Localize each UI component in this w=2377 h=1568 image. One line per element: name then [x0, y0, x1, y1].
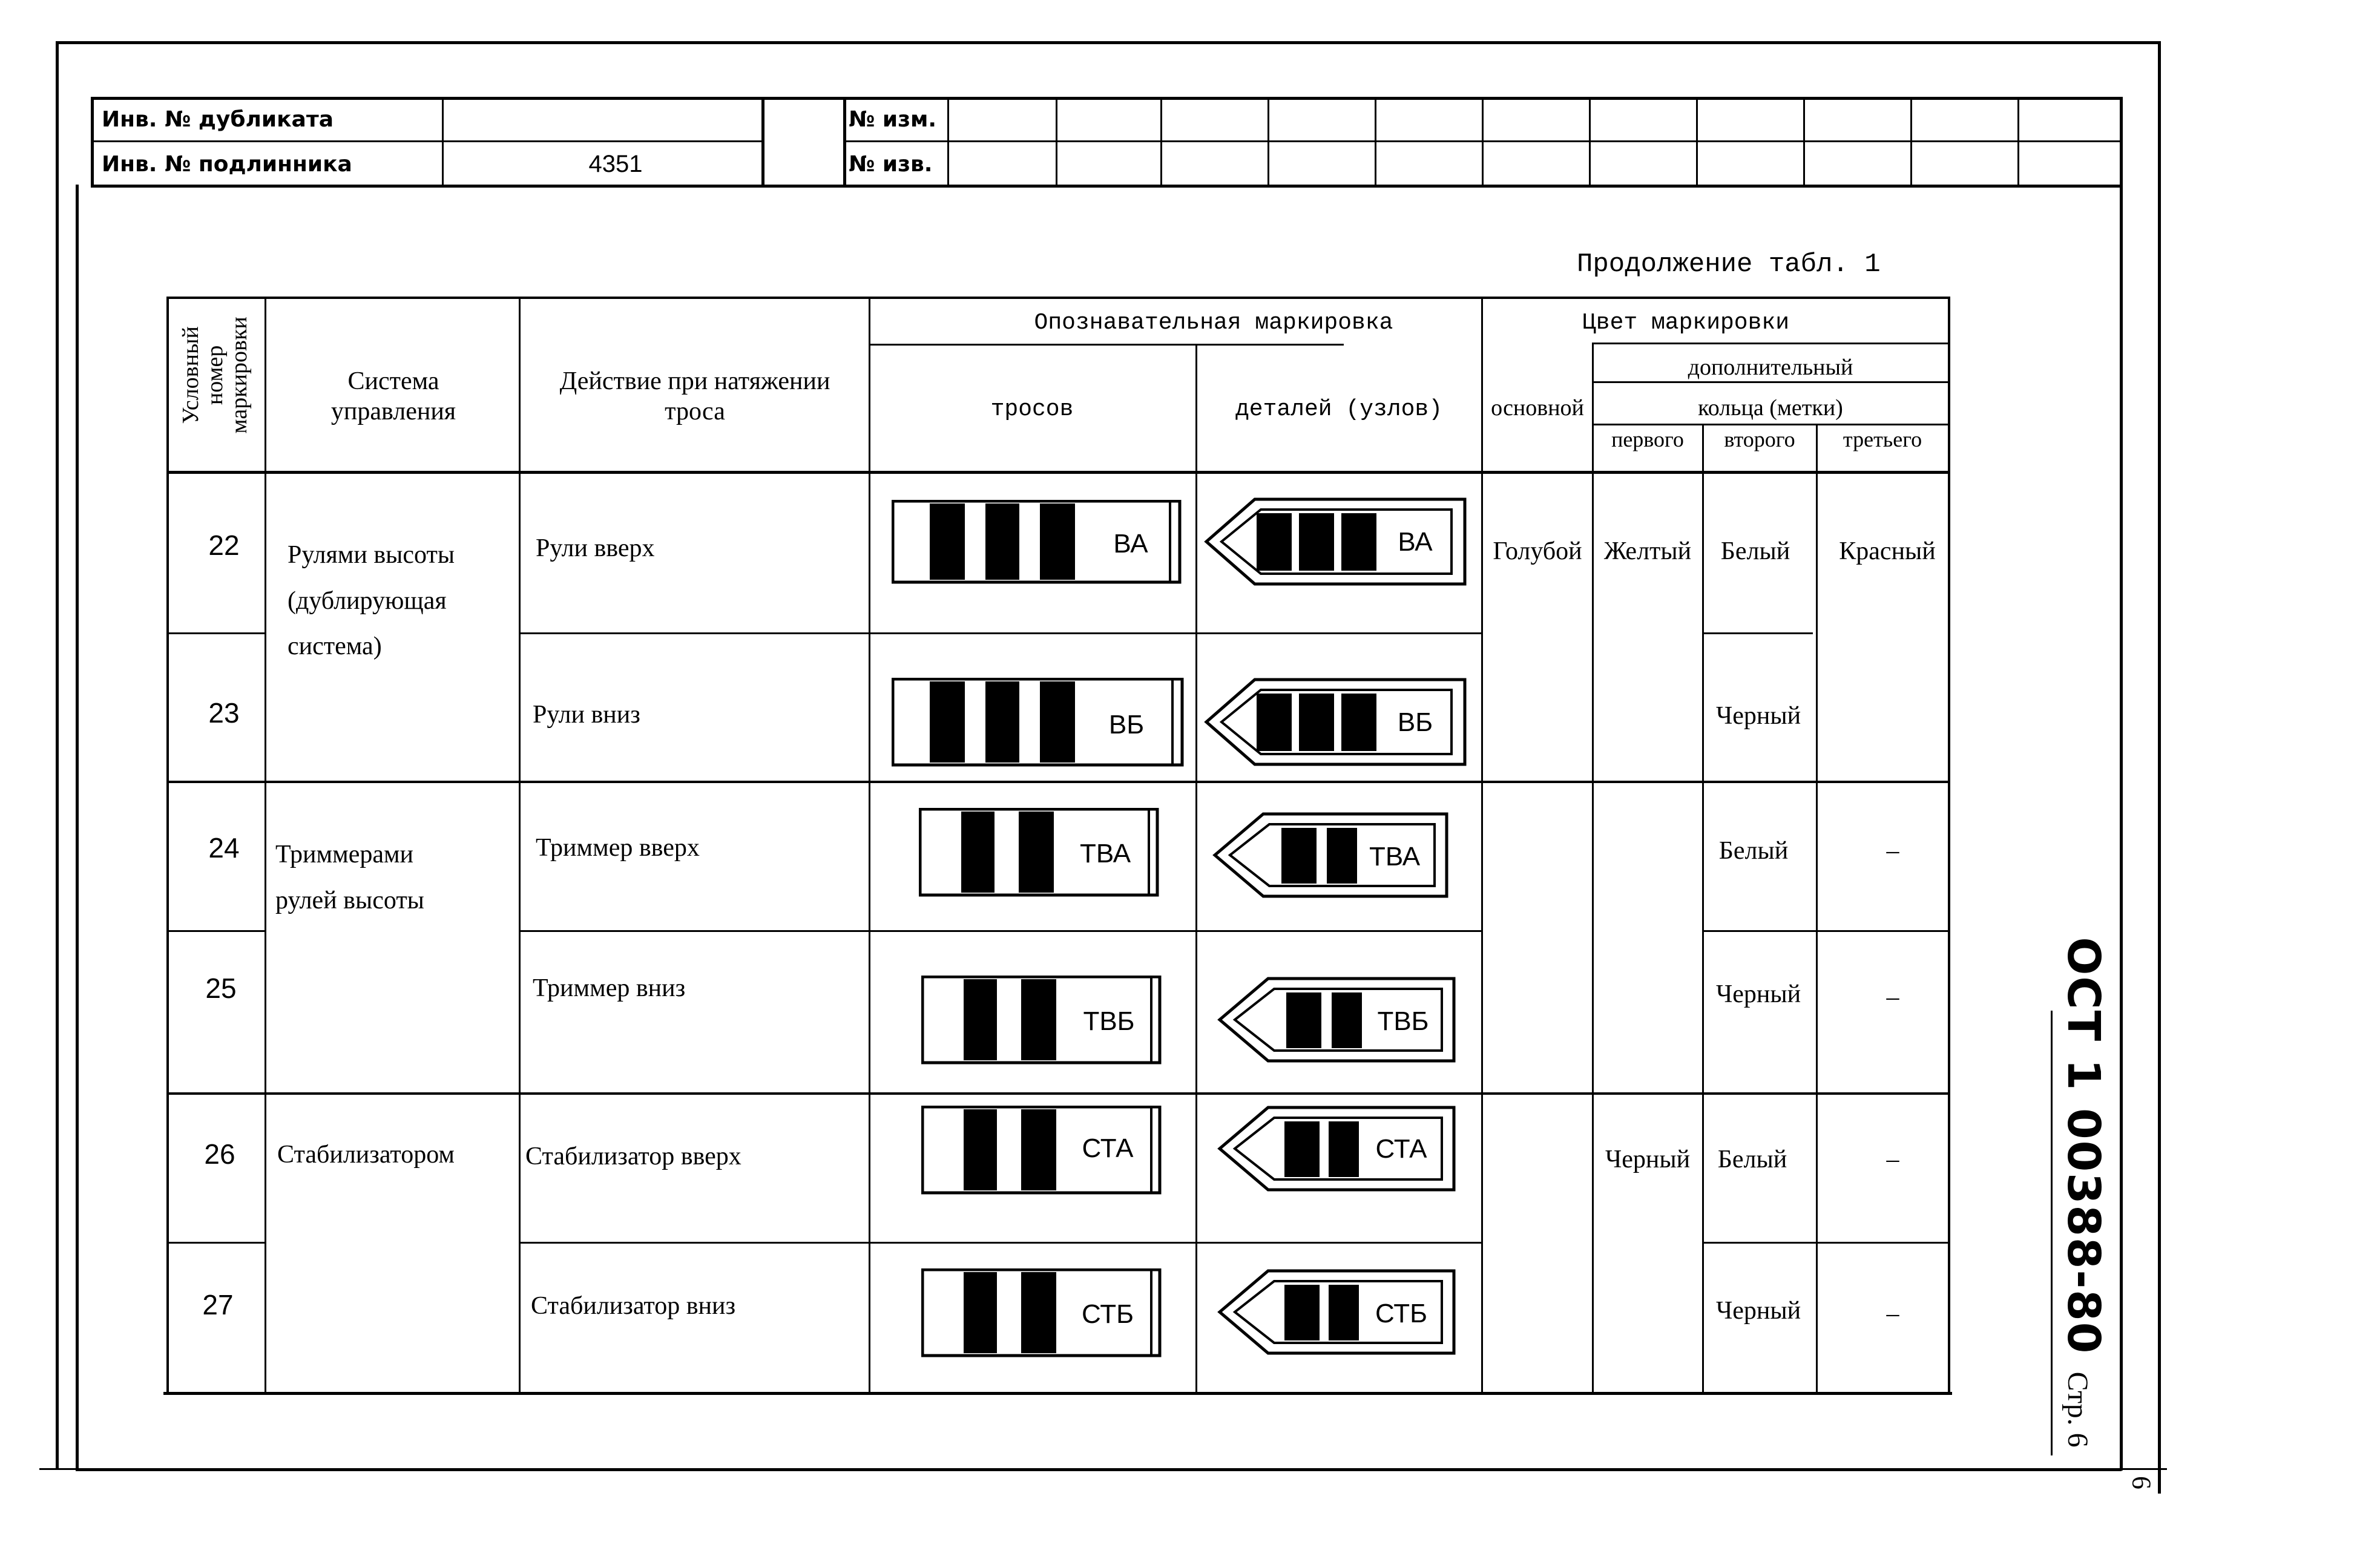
part-marking-ТВА	[1212, 811, 1451, 899]
cable-marking-СТА	[921, 1106, 1163, 1195]
row-second-color: Белый	[1720, 537, 1790, 565]
original-inv-label: Инв. № подлинника	[102, 152, 352, 177]
row-third-color: –	[1886, 1146, 1899, 1173]
header-additional: дополнительный	[1688, 355, 1853, 380]
row-second-color: Черный	[1715, 1297, 1801, 1325]
header-action: Действие при натяжении троса	[559, 367, 830, 426]
header-third: третьего	[1843, 427, 1922, 451]
row-number: 27	[202, 1289, 234, 1320]
cable-code-label: СТА	[1082, 1133, 1134, 1163]
cable-code-label: ТВА	[1079, 839, 1131, 868]
header-id-marking: Опознавательная маркировка	[1034, 310, 1393, 336]
row-action: Рули вниз	[533, 701, 640, 729]
row-second-color: Черный	[1715, 980, 1801, 1008]
row-main-color: Голубой	[1493, 537, 1582, 565]
header-main: основной	[1491, 395, 1584, 421]
part-marking-СТА	[1217, 1104, 1459, 1193]
row-action: Рули вверх	[536, 534, 655, 562]
row-number: 25	[205, 973, 237, 1004]
cable-marking-СТБ	[921, 1268, 1163, 1358]
part-marking-ВБ	[1203, 677, 1470, 767]
row-second-color: Белый	[1717, 1146, 1787, 1173]
row-system: Рулями высоты (дублирующая система)	[288, 541, 455, 661]
row-third-color: –	[1886, 837, 1899, 865]
cable-marking-ВБ	[892, 678, 1185, 767]
cable-code-label: ВБ	[1108, 710, 1145, 740]
row-action: Триммер вверх	[536, 834, 700, 862]
row-number: 23	[208, 697, 240, 729]
row-first-color: Черный	[1605, 1146, 1691, 1173]
row-action: Триммер вниз	[533, 974, 686, 1002]
part-code-label: ВБ	[1397, 707, 1433, 737]
row-second-color: Белый	[1718, 837, 1789, 865]
row-action: Стабилизатор вниз	[531, 1292, 736, 1320]
header-color-marking: Цвет маркировки	[1582, 310, 1790, 336]
row-system: Триммерами рулей высоты	[275, 841, 424, 914]
row-number: 22	[208, 530, 240, 561]
row-third-color: –	[1886, 983, 1899, 1011]
header-number: Условный номер маркировки	[178, 317, 252, 434]
row-third-color: –	[1886, 1300, 1899, 1328]
corner-page-number: 6	[2126, 1476, 2157, 1489]
part-code-label: ВА	[1398, 527, 1433, 557]
header-cables: тросов	[990, 396, 1074, 422]
cable-code-label: СТБ	[1081, 1299, 1134, 1329]
part-code-label: ТВБ	[1377, 1006, 1429, 1036]
cable-marking-ВА	[892, 500, 1182, 585]
stamp-text	[2057, 937, 2109, 1447]
part-code-label: СТА	[1375, 1134, 1427, 1164]
header-parts: деталей (узлов)	[1235, 396, 1443, 422]
part-marking-ВА	[1203, 496, 1470, 587]
row-system: Стабилизатором	[277, 1141, 455, 1169]
page-number-label: Стр. 6	[2062, 1371, 2094, 1448]
cable-marking-ТВА	[919, 808, 1161, 897]
original-inv-value: 4351	[588, 151, 643, 177]
header-system: Система управления	[330, 367, 456, 426]
cable-marking-ТВБ	[921, 976, 1163, 1065]
cable-code-label: ВА	[1113, 529, 1148, 559]
row-number: 26	[204, 1138, 235, 1170]
duplicate-inv-label: Инв. № дубликата	[102, 107, 334, 132]
revision-number-label: № изм.	[849, 107, 937, 132]
document-code: ОСТ 1 00388-80	[2057, 937, 2109, 1355]
cable-code-label: ТВБ	[1083, 1006, 1135, 1036]
part-code-label: СТБ	[1375, 1299, 1428, 1328]
row-number: 24	[208, 832, 240, 864]
stamp-divider	[2051, 1011, 2053, 1455]
row-third-color: Красный	[1839, 537, 1936, 565]
notice-number-label: № изв.	[849, 152, 933, 177]
continuation-caption: Продолжение табл. 1	[1577, 249, 1881, 280]
header-second: второго	[1724, 427, 1795, 451]
part-marking-ТВБ	[1217, 976, 1459, 1064]
row-first-color: Желтый	[1603, 537, 1692, 565]
part-code-label: ТВА	[1369, 842, 1421, 871]
row-second-color: Черный	[1715, 702, 1801, 730]
header-first: первого	[1611, 427, 1684, 451]
row-action: Стабилизатор вверх	[525, 1143, 741, 1170]
part-marking-СТБ	[1217, 1268, 1459, 1356]
header-rings: кольца (метки)	[1698, 395, 1843, 421]
